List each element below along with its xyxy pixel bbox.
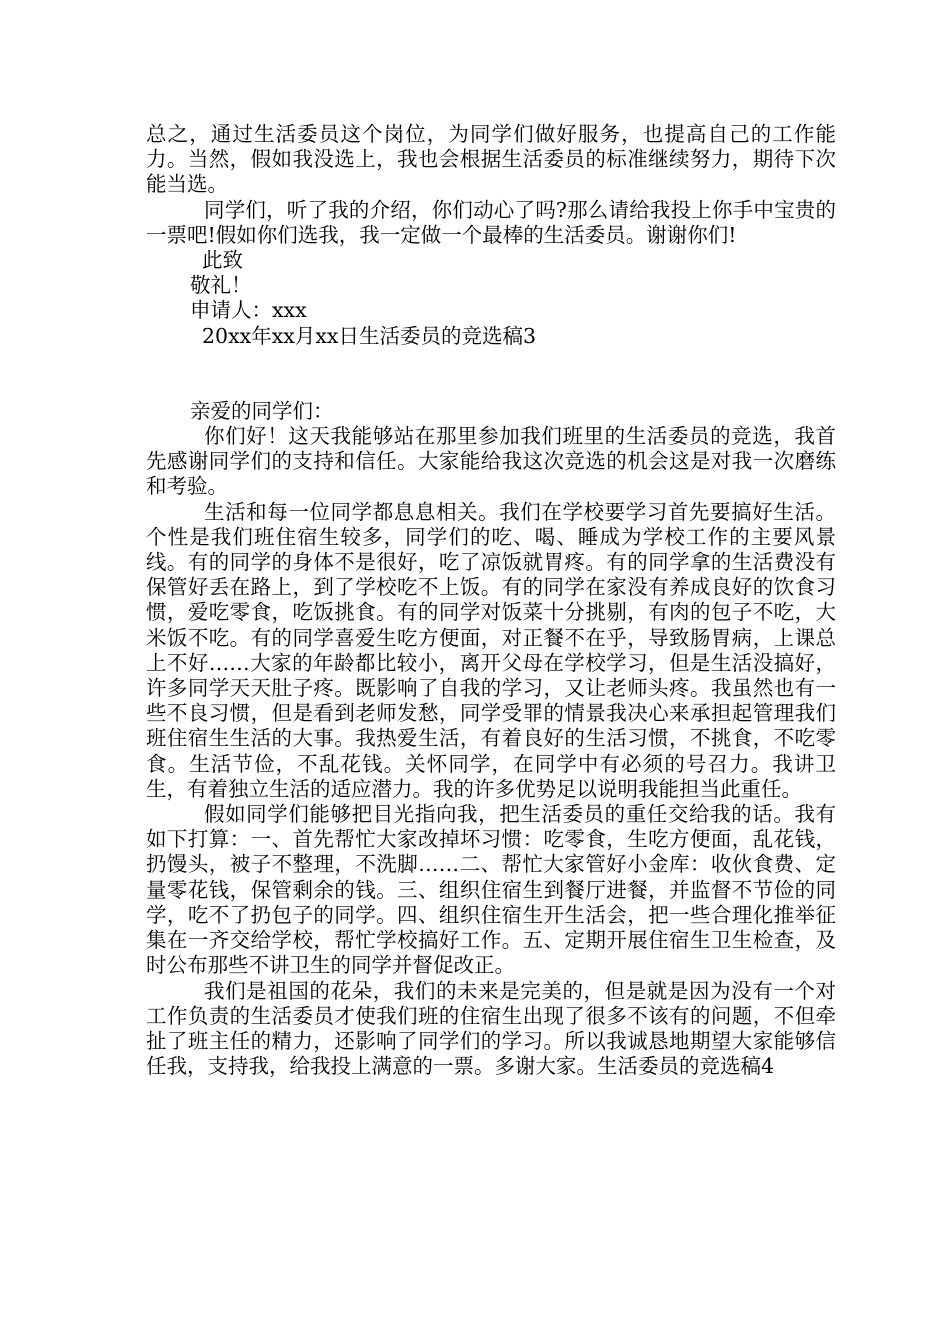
closing-salute: 敬礼！ [190,273,252,298]
paragraph-life-issues: 生活和每一位同学都息息相关。我们在学校要学习首先要搞好生活。个性是我们班住宿生较多，同学们的吃、喝、睡成为学校工作的主要风景线。有的同学的身体不是很好，吃了凉饭就胃疼。有的同学拿的生活费没有保管好丢在路上，到了学校吃不上饭。有的同学在家没有养成良好的饮食习惯，爱吃零食，吃饭挑食。有的同学对饭菜十分挑剔，有肉的包子不吃，大米饭不吃。有的同学喜爱生吃方便面，对正餐不在乎，导致肠胃病，上课总上不好……大家的年龄都比较小，离开父母在学校学习，但是生活没搞好，许多同学天天肚子疼。既影响了自我的学习，又让老师头疼。我虽然也有一些不良习惯，但是看到老师发愁，同学受罪的情景我决心来承担起管理我们班住宿生生活的大事。我热爱生活，有着良好的生活习惯，不挑食，不吃零食。生活节俭，不乱花钱。关怀同学，在同学中有必须的号召力。我讲卫生，有着独立生活的适应潜力。我的许多优势足以说明我能担当此重任。 [146,499,836,801]
paragraph-closing: 我们是祖国的花朵，我们的未来是完美的，但是就是因为没有一个对工作负责的生活委员才使我们班的住宿生出现了很多不该有的问题，不但牵扯了班主任的精力，还影响了同学们的学习。所以我诚恳地期望大家能够信任我，支持我，给我投上满意的一票。多谢大家。生活委员的竞选稿4 [146,978,836,1079]
paragraph-plans: 假如同学们能够把目光指向我，把生活委员的重任交给我的话。我有如下打算：一、首先帮忙大家改掉坏习惯：吃零食，生吃方便面，乱花钱，扔馒头，被子不整理，不洗脚……二、帮忙大家管好小金库：收伙食费、定量零花钱，保管剩余的钱。三、组织住宿生到餐厅进餐，并监督不节俭的同学，吃不了扔包子的同学。四、组织住宿生开生活会，把一些合理化推举征集在一齐交给学校，帮忙学校搞好工作。五、定期开展住宿生卫生检查，及时公布那些不讲卫生的同学并督促改正。 [146,802,836,978]
paragraph-conclusion: 总之，通过生活委员这个岗位，为同学们做好服务，也提高自己的工作能力。当然，假如我没选上，我也会根据生活委员的标准继续努力，期待下次能当选。 [146,122,836,197]
closing-greeting: 此致 [202,248,243,273]
paragraph-greeting: 你们好！这天我能够站在那里参加我们班里的生活委员的竞选，我首先感谢同学们的支持和信任。大家能给我这次竞选的机会这是对我一次磨练和考验。 [146,424,836,499]
salutation: 亲爱的同学们： [190,398,334,423]
applicant-line: 申请人：xxx [190,298,307,323]
date-and-title-line: 20xx年xx月xx日生活委员的竞选稿3 [202,323,536,348]
blank-spacer [146,349,836,399]
paragraph-vote-request: 同学们，听了我的介绍，你们动心了吗?那么请给我投上你手中宝贵的一票吧!假如你们选我，我一定做一个最棒的生活委员。谢谢你们! [146,197,836,247]
document-page [146,122,836,1079]
